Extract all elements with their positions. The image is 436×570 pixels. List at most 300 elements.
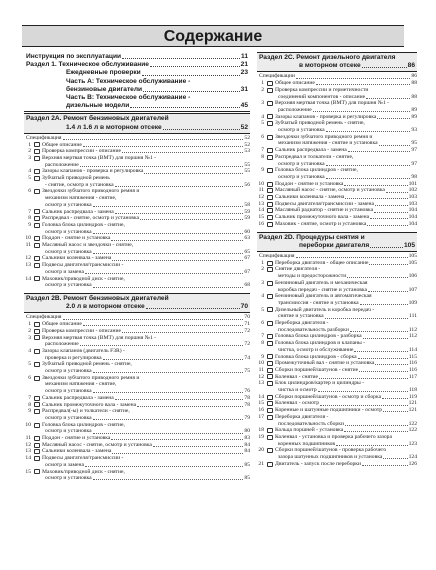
entry-title: осмотр и установка [278,160,325,167]
entry-title: Масляный насос - снятие, осмотр и установка [42,441,152,448]
checkbox-icon [267,281,273,286]
toc-entry [24,135,250,142]
toc-entry [24,422,250,429]
entry-number: 3 [261,279,264,286]
page-number: 109 [408,299,417,306]
page-number: 104 [408,214,417,221]
dot-leader [369,264,407,265]
entry-title: Сальники коленвала - замена [275,194,345,201]
dot-leader [377,118,410,119]
page-title: Содержание [163,28,263,45]
entry-number: 7 [28,394,31,401]
toc-entry [24,195,250,202]
entry-number: 7 [261,333,264,340]
page-number: 72 [244,341,250,348]
entry-title: Дизельный двигатель и коробка передач - [275,306,375,313]
dot-leader [319,378,408,379]
checkbox-icon [34,423,40,428]
toc-entry [257,266,417,273]
title-bar [22,25,404,47]
dot-leader [347,277,407,278]
dot-leader [93,253,244,254]
dot-leader [112,453,243,454]
page-number: 88 [411,93,417,100]
dot-leader [345,198,407,199]
entry-title: Масляный радиатор - снятие и установка [275,207,374,214]
toc-entry [24,175,250,182]
entry-title: проверка и регулировка [45,354,102,361]
toc-entry [24,242,250,249]
checkbox-icon [34,256,40,261]
entry-title: чистка и осмотр [278,387,317,394]
dot-leader [344,431,407,432]
entry-title: Сальник распредвала - замена [42,394,114,401]
entry-number: 15 [258,400,264,407]
toc-entry [257,320,417,327]
page-number: 97 [411,147,417,154]
section-header [24,113,250,133]
checkbox-icon [34,156,40,161]
entry-title: Подвесы двигателя/трансмиссии - [42,455,124,462]
checkbox-icon [267,114,273,119]
section-title: Раздел 2А. Ремонт бензиновых двигателей [26,115,169,123]
page-number: 55 [244,161,250,168]
toc-entry [257,347,417,354]
page-number: 52 [244,141,250,148]
checkbox-icon [267,361,273,366]
dot-leader [370,218,408,219]
entry-number: 1 [261,259,264,266]
entry-title: осмотр и установка [45,201,92,208]
checkbox-icon [267,428,273,433]
entry-title: расположение [278,106,312,113]
toc-entry [257,387,417,394]
entry-title: Общее описание [42,321,82,328]
checkbox-icon [267,148,273,153]
entry-title: Головка блока цилиндров - снятие, [42,221,125,228]
entry-title: Поддон - снятие и установка [275,180,344,187]
dot-leader [93,206,244,207]
entry-title: Бензиновый двигатель и автоматическая [275,293,372,300]
toc-entry [257,394,417,401]
entry-title: механизм натяжения - снятие, [45,381,117,388]
section-header-line [26,102,248,110]
dot-leader [326,131,411,132]
toc-entry [257,253,417,260]
toc-entry [24,341,250,348]
dot-leader [144,173,243,174]
section-header-line [26,94,248,102]
page-number: 85 [244,475,250,482]
checkbox-icon [34,209,40,214]
dot-leader [313,111,411,112]
entry-title: - снятие, осмотр и установка [45,181,114,188]
dot-leader [375,205,408,206]
toc-entry [24,469,250,476]
entry-number: 6 [261,133,264,140]
entry-number: 10 [25,421,31,428]
entry-number: 2 [28,327,31,334]
toc-right-column [257,52,417,471]
toc-entry [257,154,417,161]
page-number: 97 [411,160,417,167]
toc-entry [257,194,417,201]
toc-entry [257,307,417,314]
toc-entry [257,280,417,287]
page-number: 112 [408,333,417,340]
dot-leader [103,359,244,360]
entry-number: 16 [258,220,264,227]
dot-leader [93,372,244,373]
page-number: 93 [411,127,417,134]
entry-title: Общее описание [42,141,82,148]
dot-leader [379,145,411,146]
entry-title: Сальник промежуточного вала - замена [42,401,137,408]
checkbox-icon [267,374,273,379]
section-header-line [26,124,248,132]
checkbox-icon [34,176,40,181]
page-number: 53 [244,148,250,155]
dot-leader [354,351,407,352]
dot-leader [112,260,243,261]
checkbox-icon [34,402,40,407]
page-number: 117 [408,373,417,380]
dot-leader [345,425,408,426]
toc-entry [257,374,417,381]
entry-number: 1 [261,80,264,87]
entry-number: 12 [258,194,264,201]
entry-number: 9 [261,167,264,174]
toc-entry [24,155,250,162]
toc-entry [24,262,250,269]
dot-leader [326,178,411,179]
dot-leader [137,406,243,407]
entry-title: Коленвал - осмотр [275,400,319,407]
dot-leader [80,166,244,167]
toc-entry [24,148,250,155]
dot-leader [122,58,240,59]
entry-number: 3 [28,154,31,161]
section-header [24,293,250,313]
page-number: 102 [408,187,417,194]
checkbox-icon [267,462,273,467]
checkbox-icon [34,169,40,174]
entry-number: 11 [25,435,31,442]
dot-leader [358,358,408,359]
page-number: 68 [244,282,250,289]
section-header-line [26,303,248,311]
section-header-line [26,69,248,77]
entry-number: 5 [28,361,31,368]
checkbox-icon [34,396,40,401]
dot-leader [382,398,408,399]
dot-leader [296,257,408,258]
checkbox-icon [267,415,273,420]
entry-title: Поддон - снятие и установка [42,235,111,242]
page-number: 55 [244,168,250,175]
entry-number: 10 [25,235,31,242]
checkbox-icon [267,368,273,373]
entry-number: 14 [25,275,31,282]
toc-entry [24,475,250,482]
entry-title: осмотр и установка [45,475,92,482]
checkbox-icon [267,182,273,187]
entry-number: 9 [28,221,31,228]
checkbox-icon [267,294,273,299]
toc-entry [24,375,250,382]
entry-title: Сальник распредвала - замена [42,208,114,215]
entry-title: осмотр и установка [278,173,325,180]
entry-title: Зазоры клапанов - проверка и регулировка [42,168,144,175]
checkbox-icon [267,307,273,312]
toc-entry [24,348,250,355]
entry-title: Проверка компрессии - описание [42,148,122,155]
checkbox-icon [267,222,273,227]
toc-entry [257,134,417,141]
page-number: 86 [407,62,415,70]
toc-entry [257,367,417,374]
entry-number: 1 [28,321,31,328]
page-number: 107 [408,286,417,293]
entry-title: Спецификация [26,314,62,321]
toc-entry [257,174,417,181]
dot-leader [143,91,240,92]
dot-leader [316,84,411,85]
dot-leader [85,273,243,274]
toc-entry [24,209,250,216]
dot-leader [336,445,408,446]
entry-number: 8 [28,215,31,222]
dot-leader [93,287,244,288]
toc-entry [257,167,417,174]
entry-number: 16 [258,407,264,414]
dot-leader [362,67,407,68]
entry-number: 18 [258,427,264,434]
dot-leader [296,78,410,79]
entry-title: Снятие двигателя - [275,266,321,273]
page-number: 95 [411,140,417,147]
page-number: 105 [408,259,417,266]
dot-leader [320,405,408,406]
entry-number: 21 [258,460,264,467]
entry-title: Сальники коленвала - замена [42,448,112,455]
page-number: 121 [408,400,417,407]
toc-entry [24,188,250,195]
entry-title: Верхняя мертвая точка (ВМТ) для поршня №1 - [42,334,157,341]
page-number: 119 [408,393,417,400]
page-number: 59 [244,208,250,215]
dot-leader [150,66,240,67]
checkbox-icon [267,155,273,160]
page-number: 23 [240,69,248,77]
checkbox-icon [267,188,273,193]
section-title: в моторном отсеке [299,62,361,70]
entry-number: 13 [258,380,264,387]
dot-leader [93,433,244,434]
section-header-line [259,54,415,62]
section-title: Ежедневные проверки [66,69,141,77]
toc-entry [24,442,250,449]
section-title: Часть А: Техническое обслуживание - [66,77,191,85]
section-header-line [26,86,248,94]
entry-number: 15 [25,468,31,475]
dot-leader [153,446,244,447]
toc-entry [24,255,250,262]
page-number: 60 [244,228,250,235]
entry-title: Проверка компрессии и герметичности [275,86,369,93]
checkbox-icon [34,456,40,461]
dot-leader [383,411,408,412]
entry-number: 4 [28,347,31,354]
entry-number: 13 [258,200,264,207]
checkbox-icon [34,149,40,154]
entry-title: механизм натяжения - снятие и установка [278,140,378,147]
toc-entry [257,214,417,221]
entry-title: Головка блока цилиндров - сборка [275,353,357,360]
entry-title: Маховик/приводной диск - снятие, [42,275,125,282]
page-number: 74 [244,354,250,361]
entry-title: Кольца поршней - установка [275,427,344,434]
page-number: 78 [244,394,250,401]
toc-entry [257,147,417,154]
checkbox-icon [34,329,40,334]
page-number: 63 [244,235,250,242]
section-header-line [26,78,248,86]
entry-title: Поддон - снятие и установка [42,435,111,442]
dot-leader [93,392,244,393]
toc-entry [257,313,417,320]
entry-title: Звездочки зубчатого приводного ремня и [42,188,140,195]
toc-entry [257,400,417,407]
toc-entry [257,140,417,147]
page-number: 56 [244,181,250,188]
page-number: 72 [244,327,250,334]
page-number: 70 [244,314,250,321]
entry-number: 2 [261,86,264,93]
spacer [24,482,250,486]
page-number: 116 [408,366,417,373]
entry-number: 7 [261,147,264,154]
entry-title: Коленвал - установка и проверка рабочего зазора [275,433,392,440]
toc-entry [24,428,250,435]
entry-number: 20 [258,447,264,454]
checkbox-icon [267,401,273,406]
entry-title: Спецификации [259,73,295,80]
entry-title: Сальник промежуточного вала - замена [275,214,370,221]
entry-number: 3 [28,334,31,341]
page-number: 121 [408,407,417,414]
section-title: Раздел 2С. Ремонт дизельного двигателя [259,54,396,61]
section-header-line [26,61,248,69]
toc-entry [257,340,417,347]
toc-entry [257,127,417,134]
entry-title: осмотр и установка [45,388,92,395]
entry-number: 12 [25,255,31,262]
toc-entry [24,321,250,328]
entry-title: Зазоры клапанов - проверка и регулировка [275,113,377,120]
page-number: 58 [244,201,250,208]
entry-number: 6 [261,320,264,327]
page-number: 89 [411,113,417,120]
page-number: 89 [411,106,417,113]
toc-entry [24,455,250,462]
toc-entry [24,335,250,342]
dot-leader [63,139,244,140]
dot-leader [83,146,244,147]
page-number: 52 [244,134,250,141]
dot-leader [163,129,240,130]
page-number: 114 [408,346,417,353]
page-number: 103 [408,194,417,201]
checkbox-icon [267,395,273,400]
checkbox-icon [34,409,40,414]
section-title: бензиновые двигатели [66,85,143,93]
dot-leader [350,331,408,332]
checkbox-icon [34,443,40,448]
toc-entry [257,80,417,87]
entry-title: Проверка компрессии - описание [42,327,122,334]
entry-number: 6 [28,188,31,195]
entry-title: трансмиссия - снятие и установка [278,299,359,306]
entry-number: 5 [28,175,31,182]
dot-leader [362,465,408,466]
entry-number: 6 [28,374,31,381]
entry-title: осмотр и установка [45,368,92,375]
entry-number: 2 [28,148,31,155]
entry-title: Распредвал - снятие, осмотр и установка [42,215,140,222]
toc-entry [24,448,250,455]
checkbox-icon [267,321,273,326]
entry-number: 4 [261,113,264,120]
checkbox-icon [267,195,273,200]
entry-title: Масляный насос и звездочки - снятие, [42,242,134,249]
checkbox-icon [267,267,273,272]
entry-title: Блок цилиндров/картер и цилиндры - [275,380,365,387]
toc-entry [24,408,250,415]
dot-leader [326,165,411,166]
entry-number: 19 [258,433,264,440]
entry-title: коробка передач - снятие и установка [278,286,368,293]
page-number: 123 [408,440,417,447]
section-header-line [26,53,248,61]
entry-title: Двигатель - запуск после переборки [275,460,362,467]
page-number: 45 [240,102,248,110]
checkbox-icon [34,216,40,221]
toc-entry [24,202,250,209]
toc-entry [257,293,417,300]
page-number: 84 [244,448,250,455]
entry-title: Сальник распредвала - замена [275,147,347,154]
entry-title: осмотр и установка [45,282,92,289]
section-title: Раздел 2В. Ремонт бензиновых двигателей [26,295,169,302]
entry-title: последовательность сборки [278,420,344,427]
page-number: 83 [244,435,250,442]
toc-entry [24,249,250,256]
page-number: 67 [244,255,250,262]
entry-number: 9 [261,353,264,360]
entry-title: Зубчатый приводной ремень - снятие, [275,120,365,127]
entry-title: осмотр и установка [278,127,325,134]
entry-title: осмотр и замена [45,268,84,275]
dot-leader [325,318,408,319]
dot-leader [122,332,243,333]
toc-entry [24,462,250,469]
dot-leader [344,185,407,186]
entry-title: Звездочки зубчатого приводного ремня и [42,374,140,381]
checkbox-icon [267,88,273,93]
dot-leader [122,152,243,153]
dot-leader [367,225,407,226]
